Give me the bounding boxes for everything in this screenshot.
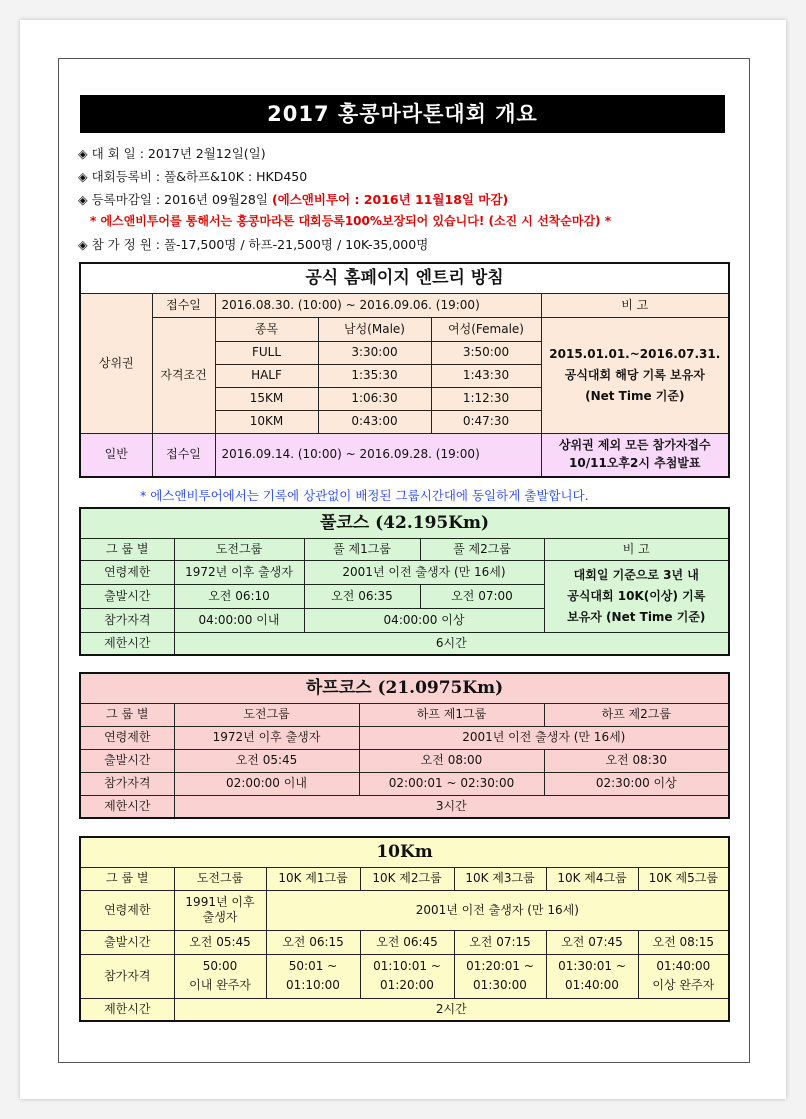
tenk-qual-bottom: 01:40:00 — [565, 978, 619, 992]
full-qual-label: 참가자격 — [80, 608, 174, 632]
half-qual: 02:30:00 이상 — [544, 772, 729, 795]
tenk-qual-top: 01:20:01 ~ — [466, 959, 534, 973]
tenk-caption: 10Km — [80, 837, 729, 867]
tenk-qual — [360, 954, 454, 998]
tenk-limit: 2시간 — [174, 998, 729, 1021]
deadline-red-text: (에스앤비투어 : 2016년 11월18일 마감) — [271, 192, 509, 207]
qualify-row-female: 3:50:00 — [431, 341, 541, 364]
entry-footnote: * 에스앤비투어에서는 기록에 상관없이 배정된 그룹시간대에 동일하게 출발합니다. — [140, 488, 589, 503]
general-period: 2016.09.14. (10:00) ~ 2016.09.28. (19:00) — [215, 433, 541, 477]
header-event: 종목 — [215, 317, 318, 341]
full-group: 풀 제2그룹 — [420, 538, 544, 560]
half-group: 하프 제1그룹 — [359, 703, 544, 726]
deadline-text: ◈ 등록마감일 : 2016년 09월28일 — [78, 192, 268, 207]
half-group: 하프 제2그룹 — [544, 703, 729, 726]
half-start: 오전 08:00 — [359, 749, 544, 772]
tenk-start: 오전 07:15 — [454, 930, 546, 954]
tenk-age-label: 연령제한 — [80, 890, 174, 930]
tenk-qual-top: 50:00 — [202, 959, 238, 973]
tenk-qual-label: 참가자격 — [80, 954, 174, 998]
full-course-table — [79, 507, 730, 656]
full-age-main: 2001년 이전 출생자 (만 16세) — [304, 560, 544, 584]
half-caption: 하프코스 (21.0975Km) — [80, 673, 729, 703]
half-start: 오전 05:45 — [174, 749, 359, 772]
tenk-age-main: 2001년 이전 출생자 (만 16세) — [266, 890, 729, 930]
tenk-qual — [454, 954, 546, 998]
half-limit-label: 제한시간 — [80, 795, 174, 818]
qualify-row-male: 3:30:00 — [318, 341, 431, 364]
half-qual: 02:00:00 이내 — [174, 772, 359, 795]
full-note-line: 대회일 기준으로 3년 내 — [573, 567, 699, 582]
qualify-row-event: FULL — [215, 341, 318, 364]
header-male: 남성(Male) — [318, 317, 431, 341]
tenk-qual-bottom: 이상 완주자 — [652, 978, 715, 992]
half-age-challenge: 1972년 이후 출생자 — [174, 726, 359, 749]
tenk-qual-top: 01:10:01 ~ — [373, 959, 441, 973]
tenk-qual-top: 01:40:00 — [656, 959, 711, 973]
half-start-label: 출발시간 — [80, 749, 174, 772]
qualify-label: 자격조건 — [152, 317, 215, 433]
tenk-group: 10K 제4그룹 — [546, 867, 638, 890]
tenk-age-challenge — [174, 890, 266, 930]
half-age-label: 연령제한 — [80, 726, 174, 749]
tenk-group: 10K 제2그룹 — [360, 867, 454, 890]
half-qual: 02:00:01 ~ 02:30:00 — [359, 772, 544, 795]
full-remark-header: 비 고 — [544, 538, 729, 560]
tenk-start-label: 출발시간 — [80, 930, 174, 954]
tenk-qual — [266, 954, 360, 998]
tenk-age-line: 출생자 — [202, 910, 238, 924]
tenk-qual — [174, 954, 266, 998]
half-qual-label: 참가자격 — [80, 772, 174, 795]
full-start: 오전 07:00 — [420, 584, 544, 608]
qualify-row-female: 1:12:30 — [431, 387, 541, 410]
header-female: 여성(Female) — [431, 317, 541, 341]
info-fee: ◈ 대회등록비 : 풀&하프&10K : HKD450 — [78, 169, 308, 184]
entry-caption: 공식 홈페이지 엔트리 방침 — [80, 263, 729, 293]
half-start: 오전 08:30 — [544, 749, 729, 772]
tenk-qual-bottom: 01:10:00 — [286, 978, 340, 992]
full-start: 오전 06:10 — [174, 584, 304, 608]
general-note-line: 상위권 제외 모든 참가자접수 — [558, 438, 711, 453]
full-limit-label: 제한시간 — [80, 632, 174, 655]
general-note — [541, 433, 729, 477]
full-caption: 풀코스 (42.195Km) — [80, 508, 729, 538]
full-age-label: 연령제한 — [80, 560, 174, 584]
elite-note-line: 공식대회 해당 기록 보유자 — [564, 367, 705, 382]
tenk-group: 10K 제5그룹 — [638, 867, 729, 890]
tenk-qual-top: 01:30:01 ~ — [558, 959, 626, 973]
half-age-main: 2001년 이전 출생자 (만 16세) — [359, 726, 729, 749]
tenk-group: 도전그룹 — [174, 867, 266, 890]
tenk-group: 10K 제1그룹 — [266, 867, 360, 890]
full-limit: 6시간 — [174, 632, 729, 655]
elite-period: 2016.08.30. (10:00) ~ 2016.09.06. (19:00) — [215, 293, 541, 317]
general-reception-label: 접수일 — [152, 433, 215, 477]
qualify-row-female: 0:47:30 — [431, 410, 541, 433]
general-note-line: 10/11오후2시 추첨발표 — [569, 456, 701, 471]
elite-note-line: 2015.01.01.~2016.07.31. — [549, 346, 721, 361]
page-title: 2017 홍콩마라톤대회 개요 — [80, 95, 725, 133]
tenk-qual — [546, 954, 638, 998]
tenk-start: 오전 06:15 — [266, 930, 360, 954]
elite-note-line: (Net Time 기준) — [585, 388, 685, 403]
tenk-age-line: 1991년 이후 — [185, 895, 255, 909]
qualify-row-male: 0:43:00 — [318, 410, 431, 433]
qualify-row-event: 10KM — [215, 410, 318, 433]
info-date: ◈ 대 회 일 : 2017년 2월12일(일) — [78, 146, 266, 161]
full-note — [544, 560, 729, 632]
entry-policy-table — [79, 262, 730, 478]
full-group: 풀 제1그룹 — [304, 538, 420, 560]
info-capacity: ◈ 참 가 정 원 : 풀-17,500명 / 하프-21,500명 / 10K-35,000명 — [78, 237, 429, 252]
tenk-start: 오전 05:45 — [174, 930, 266, 954]
entry-remark-header: 비 고 — [541, 293, 729, 317]
tenk-qual-bottom: 01:20:00 — [380, 978, 434, 992]
tenk-qual — [638, 954, 729, 998]
tenk-start: 오전 08:15 — [638, 930, 729, 954]
qualify-row-female: 1:43:30 — [431, 364, 541, 387]
half-group: 도전그룹 — [174, 703, 359, 726]
half-course-table — [79, 672, 730, 819]
info-guarantee: * 에스앤비투어를 통해서는 홍콩마라톤 대회등록100%보장되어 있습니다! (소진 시 선착순마감) * — [90, 214, 611, 228]
full-group-label: 그 룹 별 — [80, 538, 174, 560]
tenk-start: 오전 06:45 — [360, 930, 454, 954]
tenk-start: 오전 07:45 — [546, 930, 638, 954]
elite-label: 상위권 — [80, 293, 152, 433]
full-qual-main: 04:00:00 이상 — [304, 608, 544, 632]
full-note-line: 공식대회 10K(이상) 기록 — [567, 588, 706, 603]
info-deadline — [78, 190, 508, 208]
full-qual-challenge: 04:00:00 이내 — [174, 608, 304, 632]
full-note-line: 보유자 (Net Time 기준) — [567, 609, 706, 624]
tenk-qual-top: 50:01 ~ — [288, 959, 338, 973]
elite-note — [541, 317, 729, 433]
tenk-qual-bottom: 01:30:00 — [473, 978, 527, 992]
general-label: 일반 — [80, 433, 152, 477]
full-age-challenge: 1972년 이후 출생자 — [174, 560, 304, 584]
tenk-qual-bottom: 이내 완주자 — [189, 978, 251, 992]
tenk-group-label: 그 룹 별 — [80, 867, 174, 890]
half-group-label: 그 룹 별 — [80, 703, 174, 726]
qualify-row-male: 1:35:30 — [318, 364, 431, 387]
elite-reception-label: 접수일 — [152, 293, 215, 317]
qualify-row-event: 15KM — [215, 387, 318, 410]
half-limit: 3시간 — [174, 795, 729, 818]
qualify-row-event: HALF — [215, 364, 318, 387]
tenk-limit-label: 제한시간 — [80, 998, 174, 1021]
full-group: 도전그룹 — [174, 538, 304, 560]
full-start: 오전 06:35 — [304, 584, 420, 608]
tenk-group: 10K 제3그룹 — [454, 867, 546, 890]
tenk-table — [79, 836, 730, 1022]
qualify-row-male: 1:06:30 — [318, 387, 431, 410]
full-start-label: 출발시간 — [80, 584, 174, 608]
